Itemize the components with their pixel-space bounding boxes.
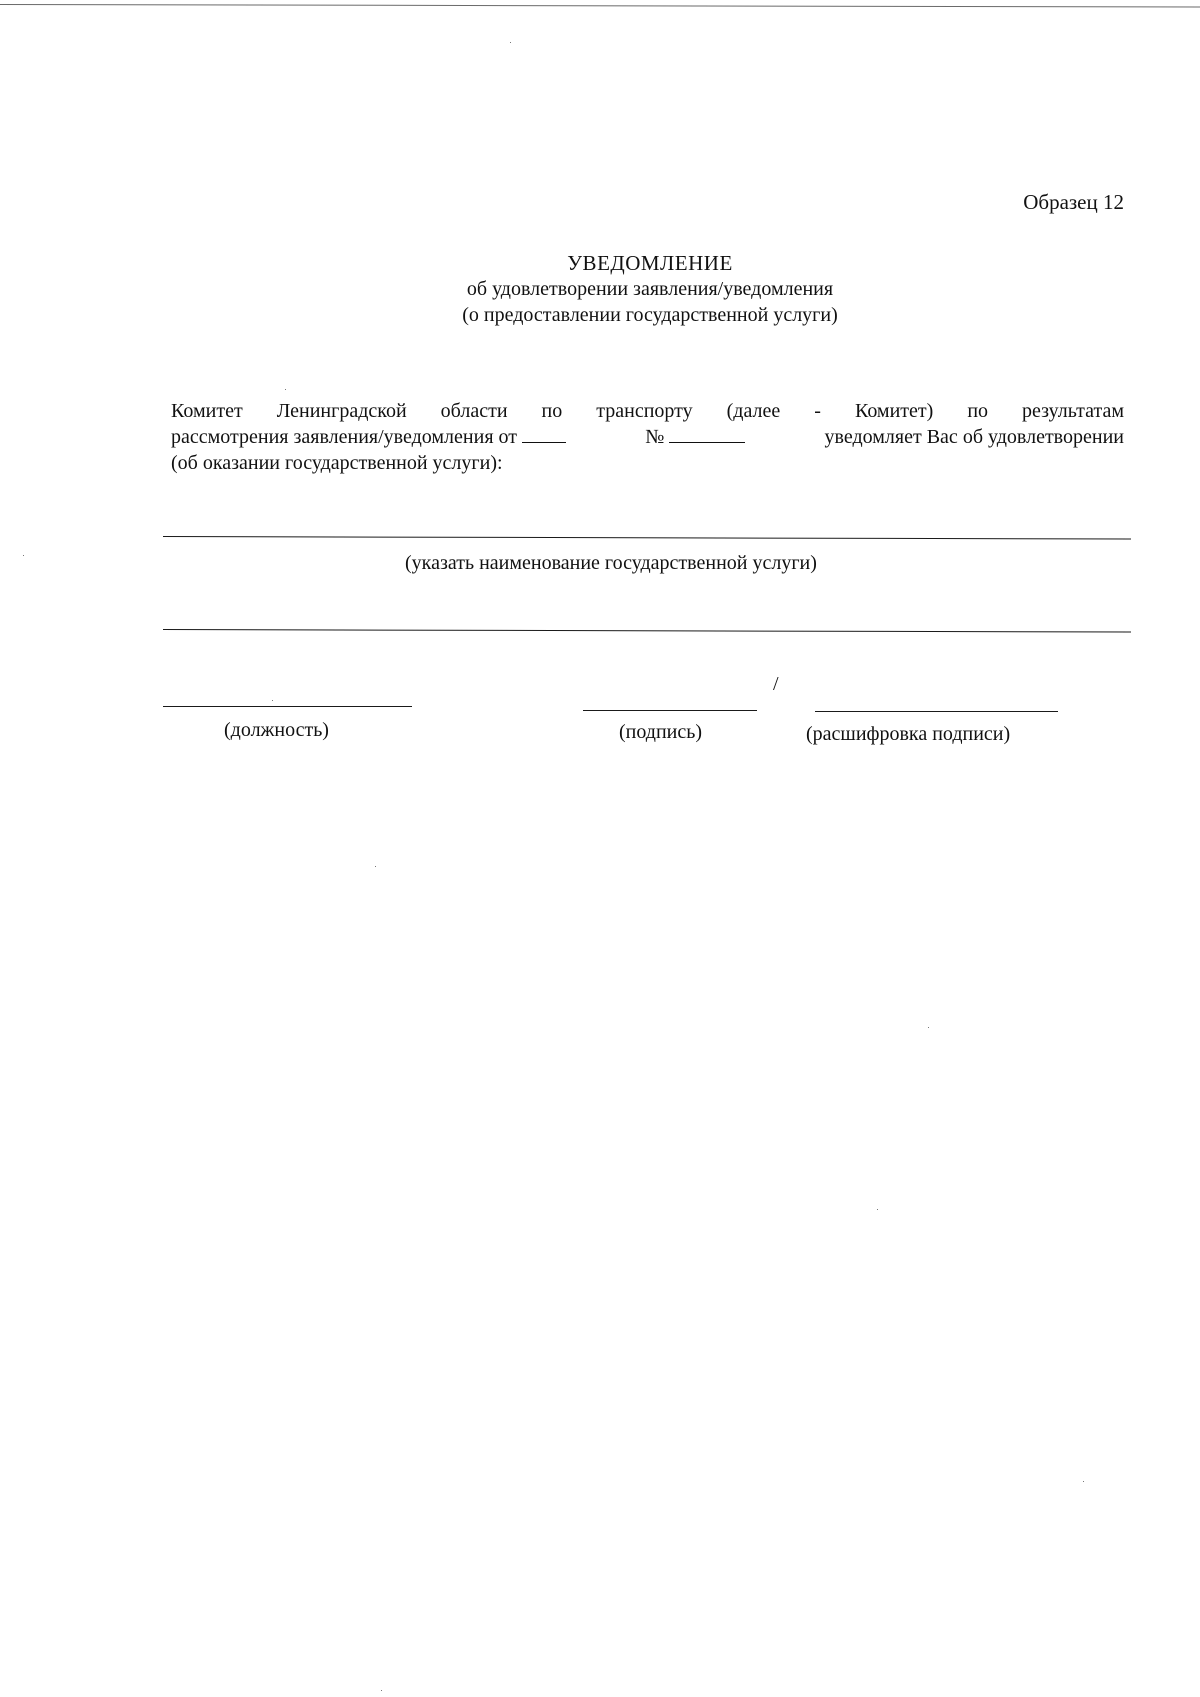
scan-speck (272, 700, 273, 701)
scan-speck (381, 1690, 382, 1691)
sample-label: Образец 12 (1023, 190, 1124, 214)
body-line-1-word: по (541, 400, 563, 422)
scan-top-edge (0, 4, 1200, 8)
scan-speck (510, 42, 511, 43)
scan-speck (375, 866, 376, 867)
signature-decoding-line (815, 711, 1058, 712)
signature-caption: (подпись) (619, 721, 703, 743)
service-name-caption: (указать наименование государственной услуги) (405, 552, 817, 574)
body-line-1-word: (далее (726, 400, 781, 422)
document-title: УВЕДОМЛЕНИЕ (567, 251, 733, 275)
document-subtitle-line1: об удовлетворении заявления/уведомления (466, 278, 834, 300)
scan-speck (23, 555, 24, 556)
body-line-2-part1: рассмотрения заявления/уведомления от (171, 424, 566, 450)
signature-separator: / (773, 673, 779, 695)
body-line-1-word: транспорту (596, 400, 693, 422)
body-line-2 (171, 424, 1124, 450)
body-line-3: (об оказании государственной услуги): (171, 452, 503, 474)
signature-line (583, 710, 757, 711)
scan-speck (877, 1209, 878, 1210)
date-blank (522, 425, 566, 443)
body-line-1-word: результатам (1022, 400, 1124, 422)
body-paragraph (171, 398, 1124, 476)
body-line-1 (171, 398, 1124, 424)
body-line-2-number: № (645, 424, 745, 450)
scan-speck (285, 389, 286, 390)
position-signature-line (163, 706, 412, 707)
body-line-1-word: Комитет (171, 400, 243, 422)
signature-decoding-caption: (расшифровка подписи) (806, 723, 1011, 745)
body-line-1-word: Комитет) (854, 400, 934, 422)
number-blank (669, 425, 745, 443)
scan-speck (928, 1027, 929, 1028)
body-line-1-word: по (967, 400, 989, 422)
body-line-1-word: - (814, 400, 821, 422)
service-name-rule-top (163, 536, 1131, 540)
service-name-rule-bottom (163, 629, 1131, 633)
body-line-1-word: области (440, 400, 508, 422)
body-line-1-word: Ленинградской (276, 400, 407, 422)
scan-speck (1083, 1481, 1084, 1482)
heading-block (370, 250, 930, 328)
position-caption: (должность) (224, 719, 329, 741)
body-line-2-part2: уведомляет Вас об удовлетворении (824, 426, 1124, 448)
document-subtitle-line2: (о предоставлении государственной услуги) (462, 304, 838, 326)
